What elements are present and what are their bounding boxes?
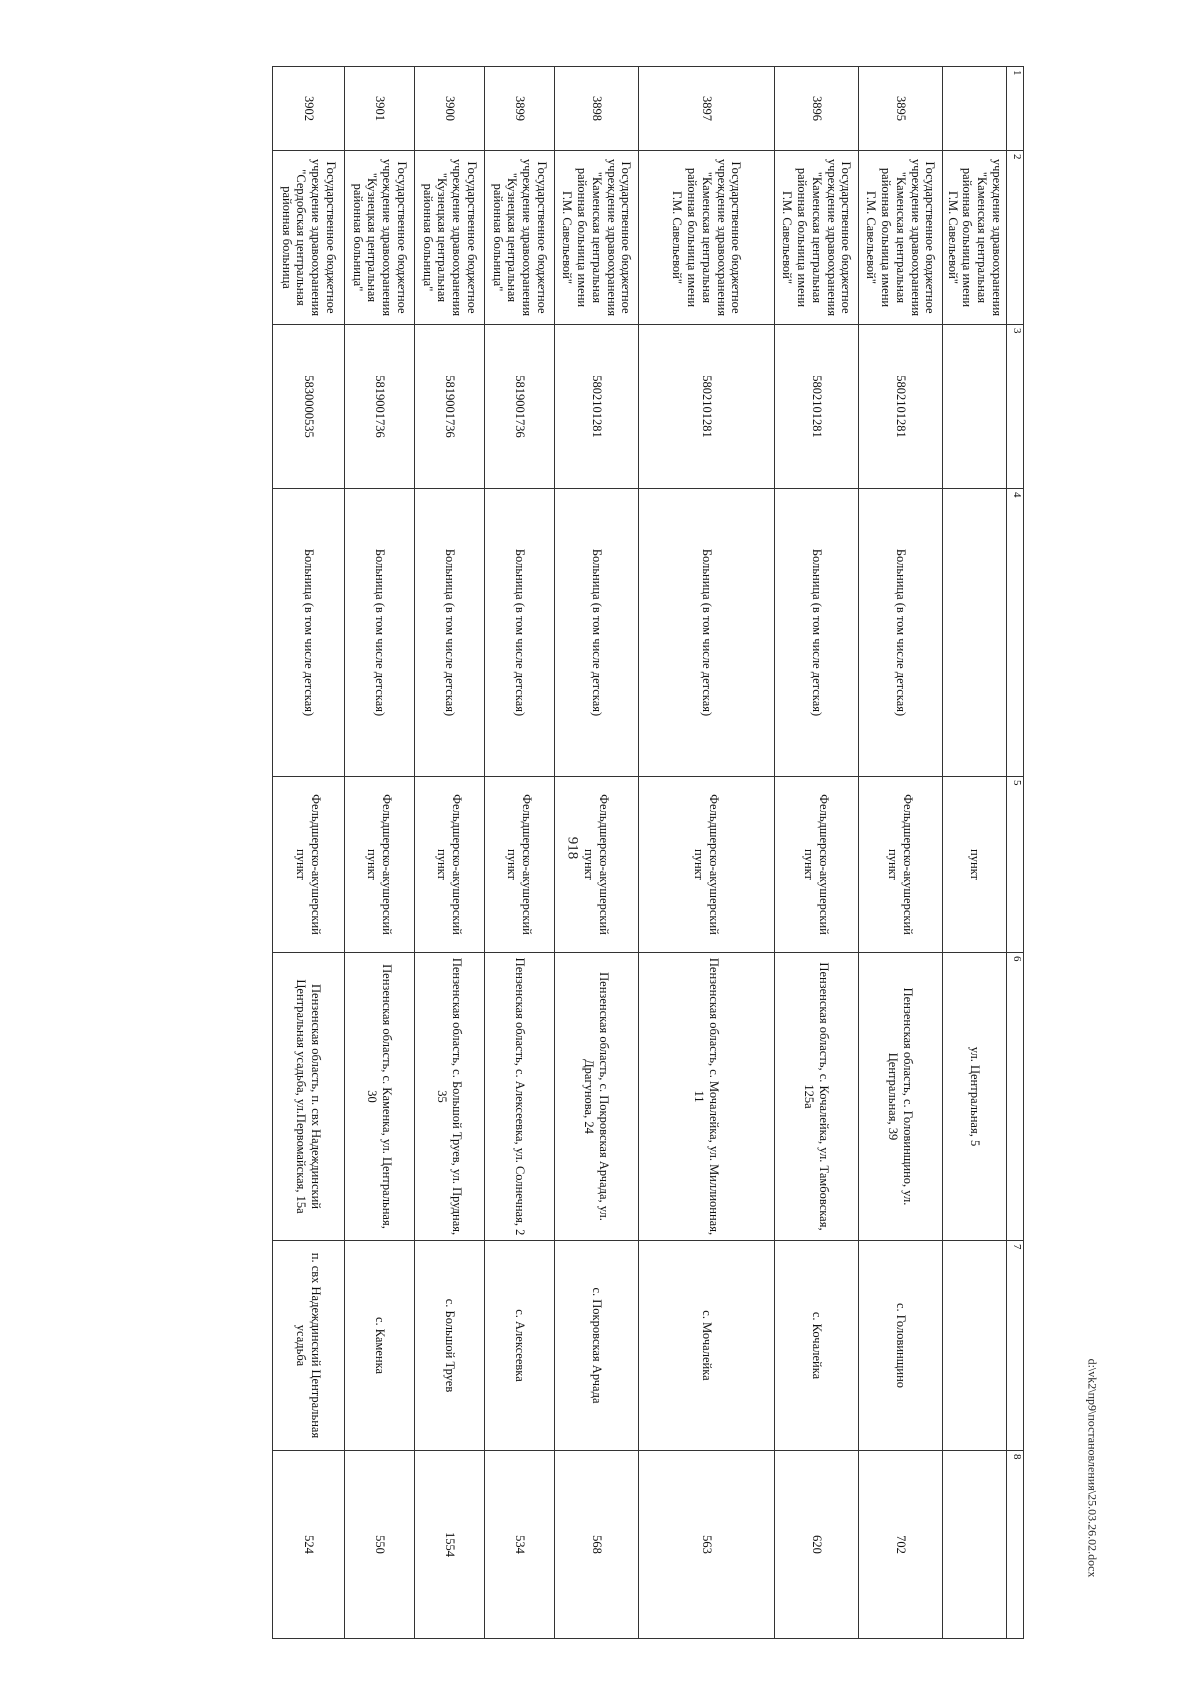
population-cell: 563: [639, 1451, 775, 1639]
population-cell: [943, 1451, 1007, 1639]
code-cell: 5802101281: [639, 325, 775, 489]
population-cell: 534: [485, 1451, 555, 1639]
row-number-cell: 3901: [345, 67, 415, 151]
address-cell: ул. Центральная, 5: [943, 953, 1007, 1241]
facility-cell: Фельдшерско-акушерский пункт: [273, 777, 345, 953]
table-row: [485, 67, 555, 1639]
code-cell: 5802101281: [555, 325, 639, 489]
code-cell: 5802101281: [775, 325, 859, 489]
table-row: [273, 67, 345, 1639]
facility-cell: Фельдшерско-акушерский пункт: [415, 777, 485, 953]
row-number-cell: [943, 67, 1007, 151]
row-number-cell: 3895: [859, 67, 943, 151]
page-number: 918: [564, 836, 581, 860]
settlement-cell: с. Покровская Арчада: [555, 1241, 639, 1451]
type-cell: Больница (в том числе детская): [639, 489, 775, 777]
facility-cell: Фельдшерско-акушерский пункт: [859, 777, 943, 953]
type-cell: Больница (в том числе детская): [555, 489, 639, 777]
column-number: 8: [1007, 1451, 1024, 1639]
population-cell: 620: [775, 1451, 859, 1639]
type-cell: Больница (в том числе детская): [345, 489, 415, 777]
column-number-row: [1007, 67, 1024, 1639]
column-number: 3: [1007, 325, 1024, 489]
code-cell: 5819001736: [415, 325, 485, 489]
address-cell: Пензенская область, с. Большой Труев, ул. Прудная, 35: [415, 953, 485, 1241]
column-number: 5: [1007, 777, 1024, 953]
row-number-cell: 3897: [639, 67, 775, 151]
organization-cell: Государственное бюджетное учреждение здравоохранения "Кузнецкая центральная районная больница": [485, 151, 555, 325]
table-row: [859, 67, 943, 1639]
row-number-cell: 3902: [273, 67, 345, 151]
column-number: 7: [1007, 1241, 1024, 1451]
row-number-cell: 3896: [775, 67, 859, 151]
code-cell: 5802101281: [859, 325, 943, 489]
table-row: [345, 67, 415, 1639]
type-cell: [943, 489, 1007, 777]
organization-cell: Государственное бюджетное учреждение здравоохранения "Сердобская центральная районная больница: [273, 151, 345, 325]
population-cell: 702: [859, 1451, 943, 1639]
facility-cell: пункт: [943, 777, 1007, 953]
facility-cell: Фельдшерско-акушерский пункт: [775, 777, 859, 953]
settlement-cell: [943, 1241, 1007, 1451]
address-cell: Пензенская область, с. Кочалейка, ул. Тамбовская, 125а: [775, 953, 859, 1241]
row-number-cell: 3898: [555, 67, 639, 151]
code-cell: 5830000535: [273, 325, 345, 489]
row-number-cell: 3900: [415, 67, 485, 151]
table-row: [943, 67, 1007, 1639]
settlement-cell: с. Каменка: [345, 1241, 415, 1451]
address-cell: Пензенская область, с. Алексеевка, ул. Солнечная, 2: [485, 953, 555, 1241]
table-row: [639, 67, 775, 1639]
table-row: [555, 67, 639, 1639]
column-number: 6: [1007, 953, 1024, 1241]
settlement-cell: с. Большой Труев: [415, 1241, 485, 1451]
settlement-cell: с. Алексеевка: [485, 1241, 555, 1451]
facility-cell: Фельдшерско-акушерский пункт: [639, 777, 775, 953]
table-row: [775, 67, 859, 1639]
type-cell: Больница (в том числе детская): [415, 489, 485, 777]
type-cell: Больница (в том числе детская): [859, 489, 943, 777]
code-cell: 5819001736: [485, 325, 555, 489]
address-cell: Пензенская область, с. Головинщино, ул. Центральная, 39: [859, 953, 943, 1241]
rotated-table-container: [190, 66, 1024, 1638]
address-cell: Пензенская область, с. Мочалейка, ул. Миллионная, 11: [639, 953, 775, 1241]
column-number: 1: [1007, 67, 1024, 151]
row-number-cell: 3899: [485, 67, 555, 151]
organization-cell: Государственное бюджетное учреждение здравоохранения "Кузнецкая центральная районная больница": [345, 151, 415, 325]
organization-cell: учреждение здравоохранения "Каменская центральная районная больница имени Г.М. Савельевой": [943, 151, 1007, 325]
organization-cell: Государственное бюджетное учреждение здравоохранения "Каменская центральная районная больница имени Г.М. Савельевой": [859, 151, 943, 325]
address-cell: Пензенская область, п. свх Надеждинский Центральная усадьба, ул.Первомайская, 15а: [273, 953, 345, 1241]
facility-cell: Фельдшерско-акушерский пункт: [345, 777, 415, 953]
column-number: 2: [1007, 151, 1024, 325]
population-cell: 524: [273, 1451, 345, 1639]
address-cell: Пензенская область, с. Каменка, ул. Центральная, 30: [345, 953, 415, 1241]
organization-cell: Государственное бюджетное учреждение здравоохранения "Каменская центральная районная больница имени Г.М. Савельевой": [775, 151, 859, 325]
address-cell: Пензенская область, с. Покровская Арчада, ул. Драгунова, 24: [555, 953, 639, 1241]
organization-cell: Государственное бюджетное учреждение здравоохранения "Кузнецкая центральная районная больница": [415, 151, 485, 325]
settlement-cell: с. Кочалейка: [775, 1241, 859, 1451]
settlement-cell: с. Мочалейка: [639, 1241, 775, 1451]
facility-cell: Фельдшерско-акушерский пункт: [555, 777, 639, 953]
organization-cell: Государственное бюджетное учреждение здравоохранения "Каменская центральная районная больница имени Г.М. Савельевой": [555, 151, 639, 325]
type-cell: Больница (в том числе детская): [273, 489, 345, 777]
facility-cell: Фельдшерско-акушерский пункт: [485, 777, 555, 953]
population-cell: 550: [345, 1451, 415, 1639]
column-number: 4: [1007, 489, 1024, 777]
type-cell: Больница (в том числе детская): [775, 489, 859, 777]
table-row: [415, 67, 485, 1639]
population-cell: 568: [555, 1451, 639, 1639]
code-cell: [943, 325, 1007, 489]
file-path-footer: d:\vk2\пр9\постановления\25.03.26.02.docx: [1085, 1358, 1100, 1578]
registry-table: [272, 66, 1024, 1639]
type-cell: Больница (в том числе детская): [485, 489, 555, 777]
organization-cell: Государственное бюджетное учреждение здравоохранения "Каменская центральная районная больница имени Г.М. Савельевой": [639, 151, 775, 325]
settlement-cell: с. Головинщино: [859, 1241, 943, 1451]
population-cell: 1554: [415, 1451, 485, 1639]
code-cell: 5819001736: [345, 325, 415, 489]
settlement-cell: п. свх Надеждинский Центральная усадьба: [273, 1241, 345, 1451]
